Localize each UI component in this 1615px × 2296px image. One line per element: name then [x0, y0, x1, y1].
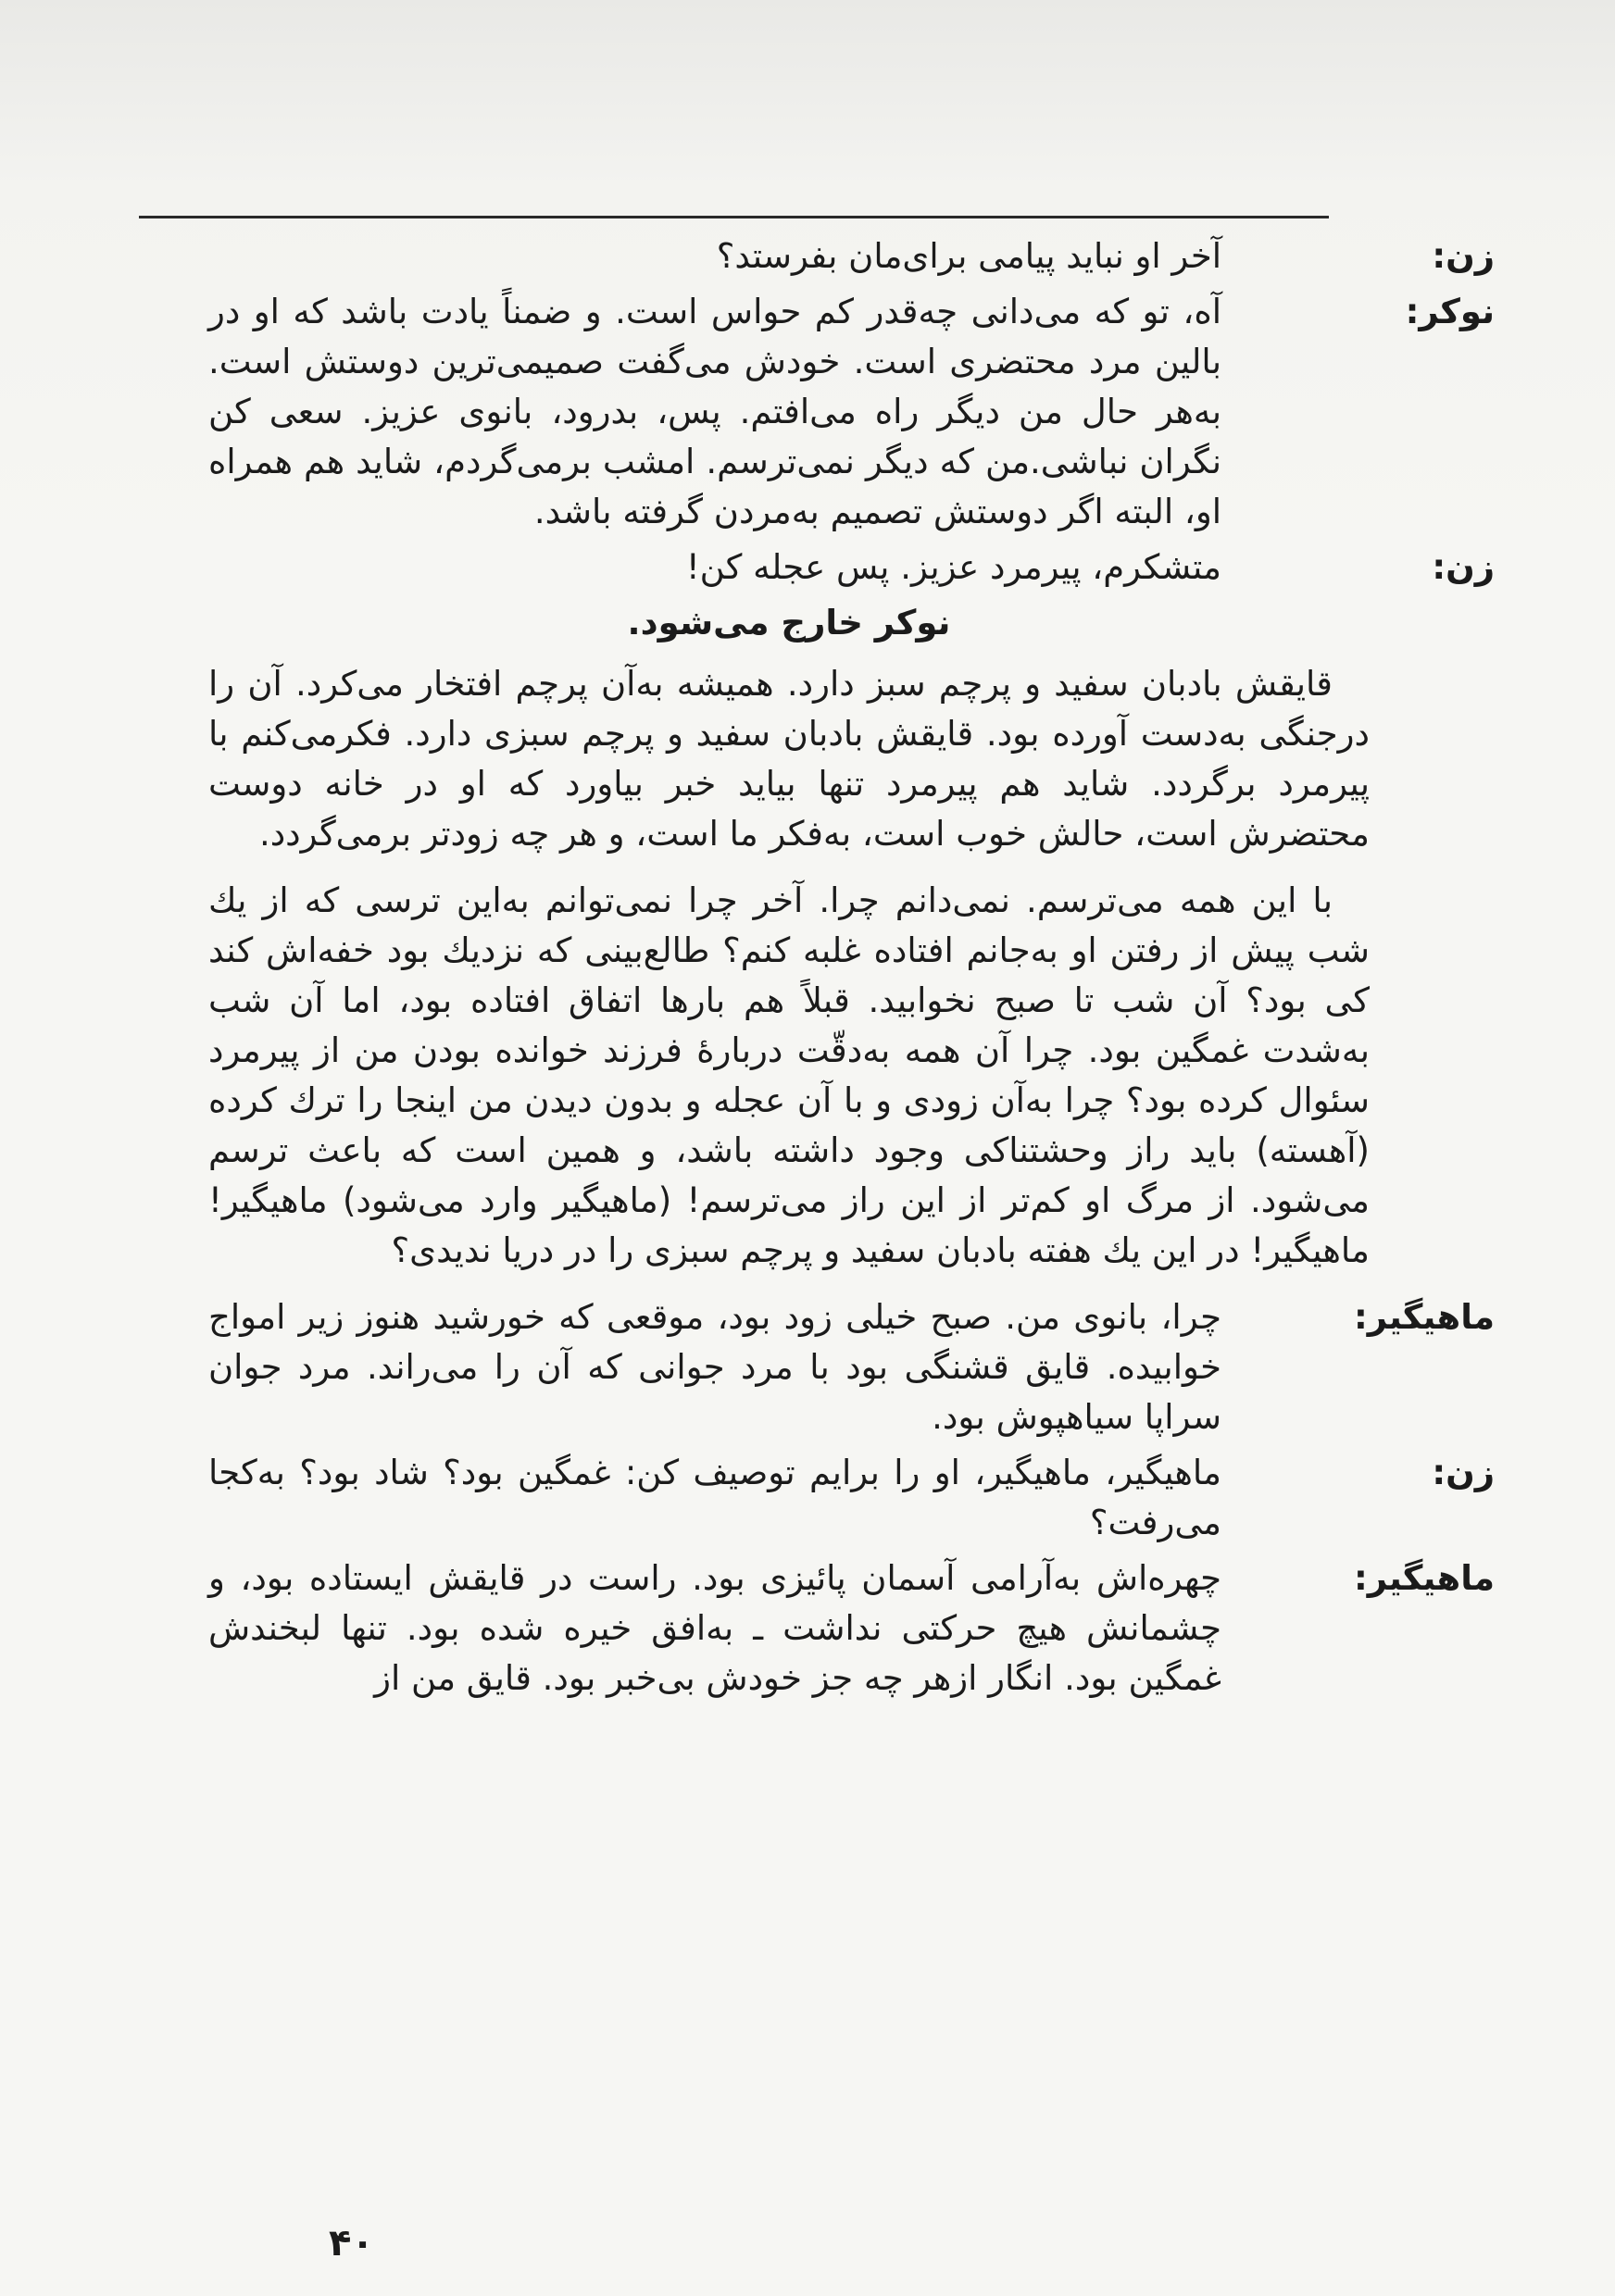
speaker-name: نوکر: [1405, 292, 1495, 331]
speaker-name: زن: [1432, 236, 1495, 276]
speaker-name: ماهیگیر: [1354, 1558, 1495, 1598]
stage-direction: نوکر خارج می‌شود. [627, 603, 951, 643]
speaker-name: ماهیگیر: [1354, 1297, 1495, 1337]
speaker-name: زن: [1432, 1453, 1495, 1492]
dialogue-text: ماهیگیر، ماهیگیر، او را برایم توصیف کن: غمگین بود؟ شاد بود؟ به‌کجا می‌رفت؟ [208, 1453, 1221, 1542]
dialogue-line [208, 543, 1495, 593]
dialogue-line [208, 1292, 1495, 1442]
monologue-paragraph: قایقش بادبان سفید و پرچم سبز دارد. همیشه به‌آن پرچم افتخار می‌کرد. آن را درجنگی به‌دست آورده بود. قایقش بادبان سفید و پرچم سبزی دارد. فکرمی‌کنم با پیرمرد برگردد. شاید هم پیرمرد تنها بیاید خبر بیاورد که او در خانه دوست محتضرش است، حالش خوب است، به‌فکر ما است، و هر چه زودتر برمی‌گردد. [208, 664, 1370, 854]
dialogue-text: چهره‌اش به‌آرامی آسمان پائیزی بود. راست در قایقش ایستاده بود، و چشمانش هیچ حرکتی نداشت ـ به‌افق خیره شده بود. تنها لبخندش غمگین بود. انگار ازهر چه جز خودش بی‌خبر بود. قایق من از [208, 1558, 1221, 1698]
page-number: ۴۰ [329, 2222, 374, 2265]
dialogue-text: متشکرم، پیرمرد عزیز. پس عجله کن! [685, 547, 1221, 587]
page-content [208, 231, 1495, 1709]
dialogue-text: چرا، بانوی من. صبح خیلی زود بود، موقعی که خورشید هنوز زیر امواج خوابیده. قایق قشنگی بود با مرد جوانی که آن را می‌راند. مرد جوان سراپا سیاهپوش بود. [208, 1297, 1221, 1437]
dialogue-line [208, 1448, 1495, 1548]
dialogue-text: آخر او نباید پیامی برای‌مان بفرستد؟ [716, 236, 1221, 276]
dialogue-text: آه، تو که می‌دانی چه‌قدر کم حواس است. و ضمناً یادت باشد که او در بالین مرد محتضری است. خودش می‌گفت صمیمی‌ترین دوستش است. به‌هر حال من دیگر راه می‌افتم. پس، بدرود، بانوی عزیز. سعی کن نگران نباشی.من که دیگر نمی‌ترسم. امشب برمی‌گردم، شاید هم همراه او، البته اگر دوستش تصمیم به‌مردن گرفته باشد. [208, 292, 1221, 531]
dialogue-line [208, 1554, 1495, 1703]
dialogue-line [208, 231, 1495, 281]
speaker-name: زن: [1432, 547, 1495, 587]
header-rule [139, 216, 1329, 218]
dialogue-line [208, 287, 1495, 537]
monologue-paragraph: با این همه می‌ترسم. نمی‌دانم چرا. آخر چرا نمی‌توانم به‌این ترسی که از یك شب پیش از رفتن او به‌جانم افتاده غلبه کنم؟ طالع‌بینی که نزدیك بود خفه‌اش کند کی بود؟ آن شب تا صبح نخوابید. قبلاً هم بارها اتفاق افتاده بود، اما آن شب به‌شدت غمگین بود. چرا آن همه به‌دقّت دربارهٔ فرزند خوانده بودن من از پیرمرد سئوال کرده بود؟ چرا به‌آن زودی و با آن عجله و بدون دیدن من اینجا را ترك کرده (آهسته) باید راز وحشتناکی وجود داشته باشد، و همین است که باعث ترسم می‌شود. از مرگ او کم‌تر از این راز می‌ترسم! (ماهیگیر وارد می‌شود) ماهیگیر!ماهیگیر! در این یك هفته بادبان سفید و پرچم سبزی را در دریا ندیدی؟ [208, 880, 1370, 1270]
